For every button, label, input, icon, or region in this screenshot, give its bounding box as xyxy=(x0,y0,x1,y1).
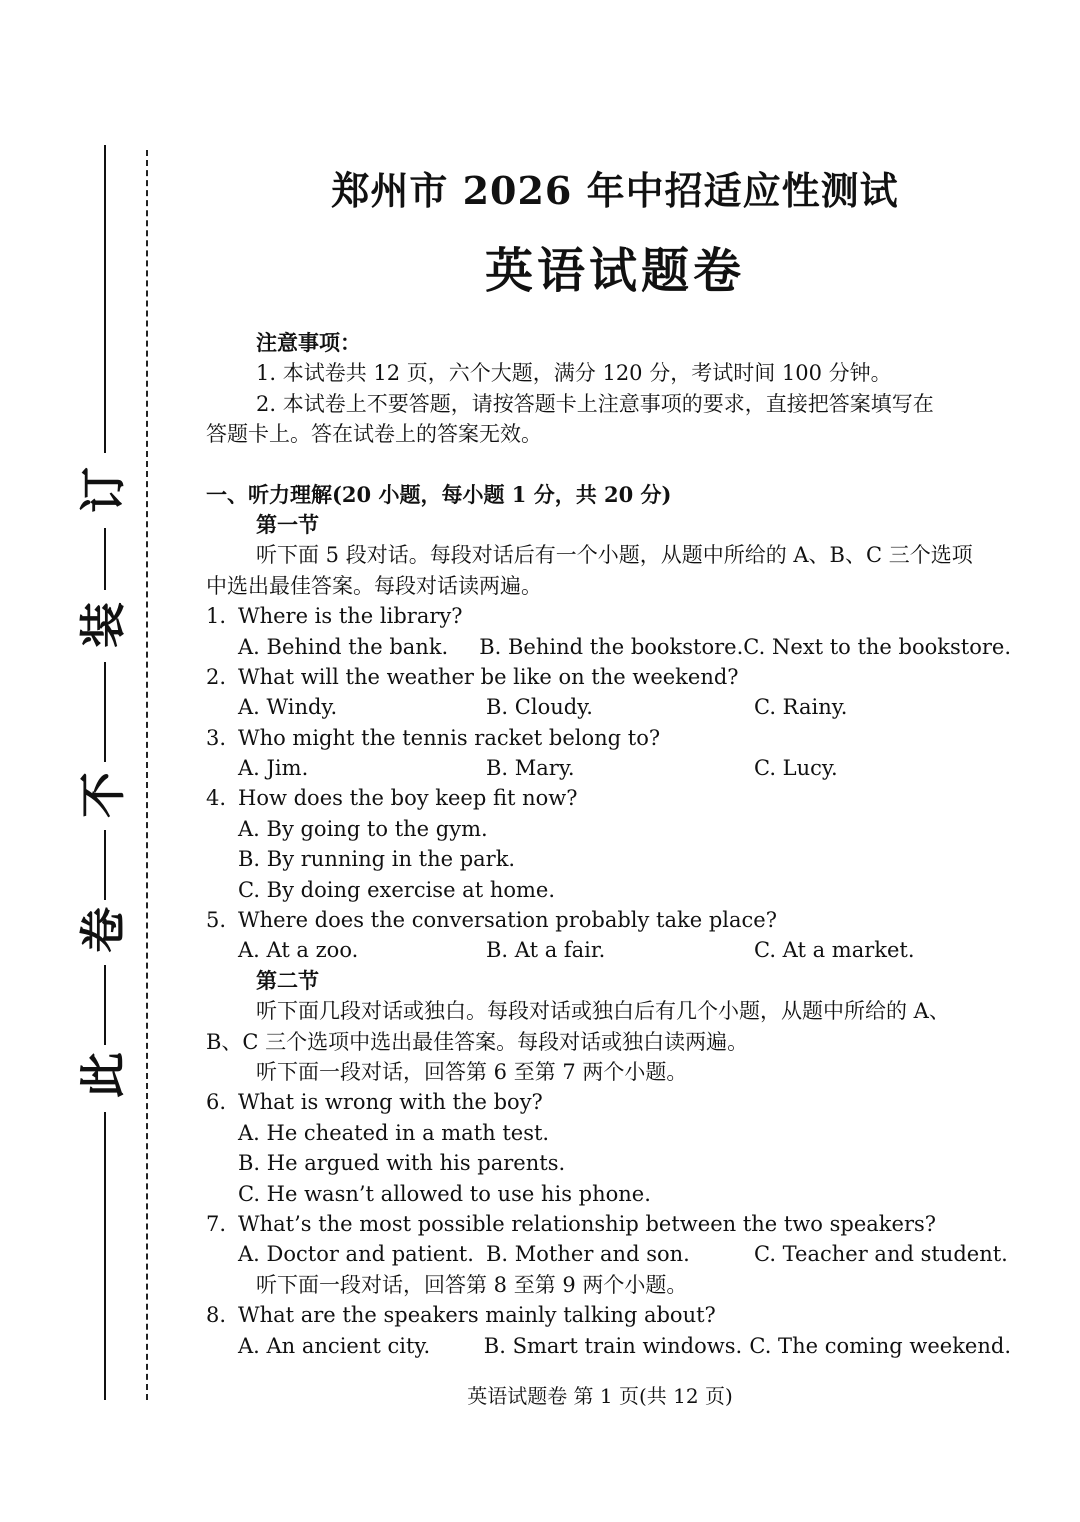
question-number: 2. xyxy=(206,664,227,689)
notice-item: 2. 本试卷上不要答题，请按答题卡上注意事项的要求，直接把答案填写在 xyxy=(256,391,934,416)
option-b: B. Mary. xyxy=(486,756,575,781)
option-c: C. The coming weekend. xyxy=(749,1333,1011,1358)
option-a: A. At a zoo. xyxy=(238,938,359,963)
option-a: A. Doctor and patient. xyxy=(238,1242,474,1267)
question-text: How does the boy keep fit now? xyxy=(238,786,578,811)
question xyxy=(206,783,1011,813)
notice-item-cont: 答题卡上。答在试卷上的答案无效。 xyxy=(206,422,542,447)
binding-line xyxy=(104,830,106,900)
dialogue-instruction: 听下面一段对话，回答第 8 至第 9 两个小题。 xyxy=(256,1272,688,1297)
options-row xyxy=(206,935,1011,965)
options-row xyxy=(206,753,1011,783)
question xyxy=(206,1209,1011,1239)
dialogue-instruction: 听下面一段对话，回答第 6 至第 7 两个小题。 xyxy=(256,1059,688,1084)
cut-line xyxy=(146,150,148,1400)
option-c: C. Lucy. xyxy=(754,756,838,781)
options-row xyxy=(206,632,1011,662)
option-a: A. He cheated in a math test. xyxy=(238,1120,550,1145)
options-row xyxy=(206,1331,1011,1361)
section-instruction: 听下面几段对话或独白。每段对话或独白后有几个小题，从题中所给的 A、 xyxy=(256,999,950,1024)
question-number: 3. xyxy=(206,725,227,750)
option-b: B. Behind the bookstore. xyxy=(479,634,744,659)
binding-line xyxy=(104,965,106,1045)
binding-line xyxy=(104,1112,106,1400)
question xyxy=(206,723,1011,753)
option-c: C. Next to the bookstore. xyxy=(743,634,1011,659)
question-text: Where is the library? xyxy=(238,604,463,629)
option-a: A. Behind the bank. xyxy=(238,634,449,659)
question-text: Where does the conversation probably take place? xyxy=(238,908,777,933)
question xyxy=(206,1087,1011,1117)
question-number: 6. xyxy=(206,1090,227,1115)
binding-char: 不 xyxy=(76,772,130,818)
option-b: B. He argued with his parents. xyxy=(238,1151,566,1176)
question-text: What is wrong with the boy? xyxy=(238,1090,543,1115)
notice-item: 1. 本试卷共 12 页，六个大题，满分 120 分，考试时间 100 分钟。 xyxy=(256,361,892,386)
section-instruction-cont: B、C 三个选项中选出最佳答案。每段对话或独白读两遍。 xyxy=(206,1029,749,1054)
question-number: 7. xyxy=(206,1211,227,1236)
question-text: What’s the most possible relationship between the two speakers? xyxy=(238,1211,937,1236)
question-text: What will the weather be like on the weekend? xyxy=(238,664,739,689)
binding-char: 卷 xyxy=(76,907,130,953)
option-a: A. An ancient city. xyxy=(238,1333,431,1358)
option-b: B. By running in the park. xyxy=(238,847,516,872)
option-c: C. At a market. xyxy=(754,938,915,963)
question-number: 8. xyxy=(206,1303,227,1328)
question xyxy=(206,905,1011,935)
section-instruction-cont: 中选出最佳答案。每段对话读两遍。 xyxy=(206,573,542,598)
exam-subtitle: 英语试题卷 xyxy=(484,243,745,299)
question-text: Who might the tennis racket belong to? xyxy=(238,725,661,750)
section-heading: 第一节 xyxy=(256,511,319,537)
question-text: What are the speakers mainly talking about? xyxy=(238,1303,716,1328)
option-a: A. By going to the gym. xyxy=(238,816,488,841)
binding-char: 此 xyxy=(76,1052,130,1098)
exam-content xyxy=(206,328,1011,1361)
binding-line xyxy=(104,528,106,590)
option-a: A. Jim. xyxy=(238,756,309,781)
binding-char: 订 xyxy=(76,467,130,513)
options-row xyxy=(206,692,1011,722)
option-a: A. Windy. xyxy=(238,695,338,720)
binding-char: 装 xyxy=(76,602,130,648)
options-row xyxy=(206,1239,1011,1269)
question-number: 5. xyxy=(206,908,227,933)
option-b: B. Mother and son. xyxy=(486,1242,690,1267)
option-b: B. At a fair. xyxy=(486,938,606,963)
part-heading: 一、听力理解(20 小题，每小题 1 分，共 20 分) xyxy=(206,481,672,507)
exam-title: 郑州市 2026 年中招适应性测试 xyxy=(331,168,899,213)
question xyxy=(206,1300,1011,1330)
page-footer: 英语试题卷 第 1 页(共 12 页) xyxy=(467,1384,733,1408)
binding-margin xyxy=(0,0,150,1522)
section-instruction: 听下面 5 段对话。每段对话后有一个小题，从题中所给的 A、B、C 三个选项 xyxy=(256,543,973,568)
option-c: C. He wasn’t allowed to use his phone. xyxy=(238,1181,651,1206)
spacer xyxy=(206,450,1011,480)
notice-heading: 注意事项： xyxy=(256,330,361,355)
question-number: 4. xyxy=(206,786,227,811)
binding-line xyxy=(104,662,106,762)
option-b: B. Cloudy. xyxy=(486,695,593,720)
option-c: C. Teacher and student. xyxy=(754,1242,1008,1267)
option-b: B. Smart train windows. xyxy=(483,1333,743,1358)
question-number: 1. xyxy=(206,604,227,629)
option-c: C. By doing exercise at home. xyxy=(238,877,555,902)
question xyxy=(206,601,1011,631)
option-c: C. Rainy. xyxy=(754,695,848,720)
section-heading: 第二节 xyxy=(256,967,319,993)
question xyxy=(206,662,1011,692)
